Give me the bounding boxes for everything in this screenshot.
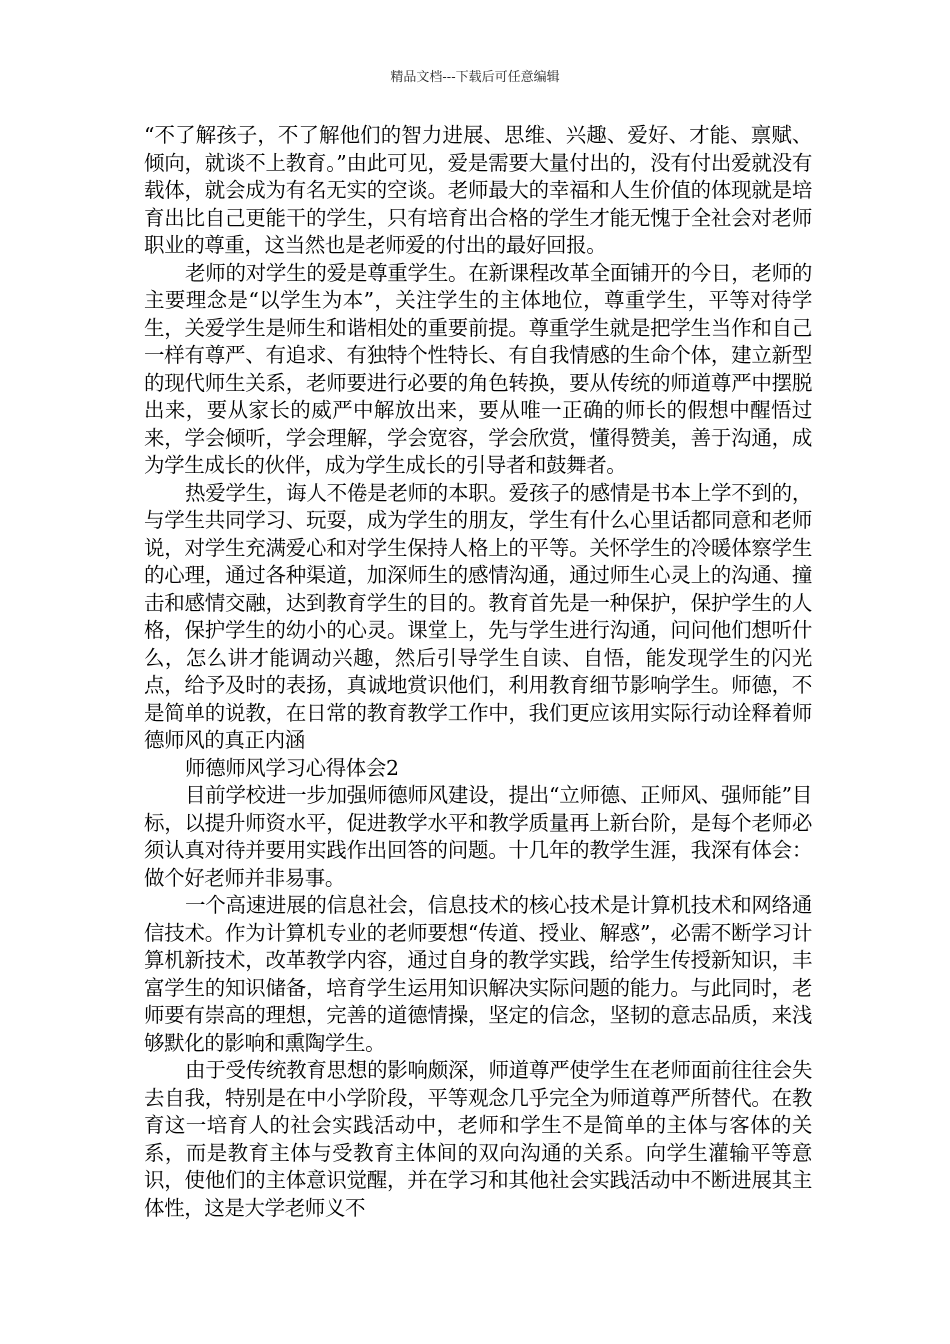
paragraph-5: 一个高速进展的信息社会，信息技术的核心技术是计算机技术和网络通信技术。作为计算机专业的老师要想“传道、授业、解惑”，必需不断学习计算机新技术，改革教学内容，通过自身的教学实践，给学生传授新知识，丰富学生的知识储备，培育学生运用知识解决实际问题的能力。与此同时，老师要有崇高的理想，完善的道德情操，坚定的信念，坚韧的意志品质，来浅够默化的影响和熏陶学生。 xyxy=(144,893,812,1055)
section-heading: 师德师风学习心得体会2 xyxy=(185,755,399,780)
paragraph-4: 目前学校进一步加强师德师风建设，提出“立师德、正师风、强师能”目标，以提升师资水平，促进教学水平和教学质量再上新台阶，是每个老师必须认真对待并要用实践作出回答的问题。十几年的教学生涯，我深有体会：做个好老师并非易事。 xyxy=(144,783,812,890)
document-body xyxy=(144,122,812,1222)
paragraph-1: “不了解孩子，不了解他们的智力进展、思维、兴趣、爱好、才能、禀赋、倾向，就谈不上教育。”由此可见，爱是需要大量付出的，没有付出爱就没有载体，就会成为有名无实的空谈。老师最大的幸福和人生价值的体现就是培育出比自己更能干的学生，只有培育出合格的学生才能无愧于全社会对老师职业的尊重，这当然也是老师爱的付出的最好回报。 xyxy=(144,123,812,257)
paragraph-6: 由于受传统教育思想的影响颇深，师道尊严使学生在老师面前往往会失去自我，特别是在中小学阶段，平等观念几乎完全为师道尊严所替代。在教育这一培育人的社会实践活动中，老师和学生不是简单的主体与客体的关系，而是教育主体与受教育主体间的双向沟通的关系。向学生灌输平等意识，使他们的主体意识觉醒，并在学习和其他社会实践活动中不断进展其主体性，这是大学老师义不 xyxy=(144,1058,812,1220)
page-header: 精品文档---下载后可任意编辑 xyxy=(390,70,560,85)
paragraph-2: 老师的对学生的爱是尊重学生。在新课程改革全面铺开的今日，老师的主要理念是“以学生为本”，关注学生的主体地位，尊重学生，平等对待学生，关爱学生是师生和谐相处的重要前提。尊重学生就是把学生当作和自己一样有尊严、有追求、有独特个性特长、有自我情感的生命个体，建立新型的现代师生关系，老师要进行必要的角色转换，要从传统的师道尊严中摆脱出来，要从家长的威严中解放出来，要从唯一正确的师长的假想中醒悟过来，学会倾听，学会理解，学会宽容，学会欣赏，懂得赞美，善于沟通，成为学生成长的伙伴，成为学生成长的引导者和鼓舞者。 xyxy=(144,260,812,477)
paragraph-3: 热爱学生，诲人不倦是老师的本职。爱孩子的感情是书本上学不到的，与学生共同学习、玩耍，成为学生的朋友，学生有什么心里话都同意和老师说，对学生充满爱心和对学生保持人格上的平等。关怀学生的冷暖体察学生的心理，通过各种渠道，加深师生的感情沟通，通过师生心灵上的沟通、撞击和感情交融，达到教育学生的目的。教育首先是一种保护，保护学生的人格，保护学生的幼小的心灵。课堂上，先与学生进行沟通，问问他们想听什么，怎么讲才能调动兴趣，然后引导学生自读、自悟，能发现学生的闪光点，给予及时的表扬，真诚地赏识他们，利用教育细节影响学生。师德，不是简单的说教，在日常的教育教学工作中，我们更应该用实际行动诠释着师德师风的真正内涵 xyxy=(144,480,812,752)
